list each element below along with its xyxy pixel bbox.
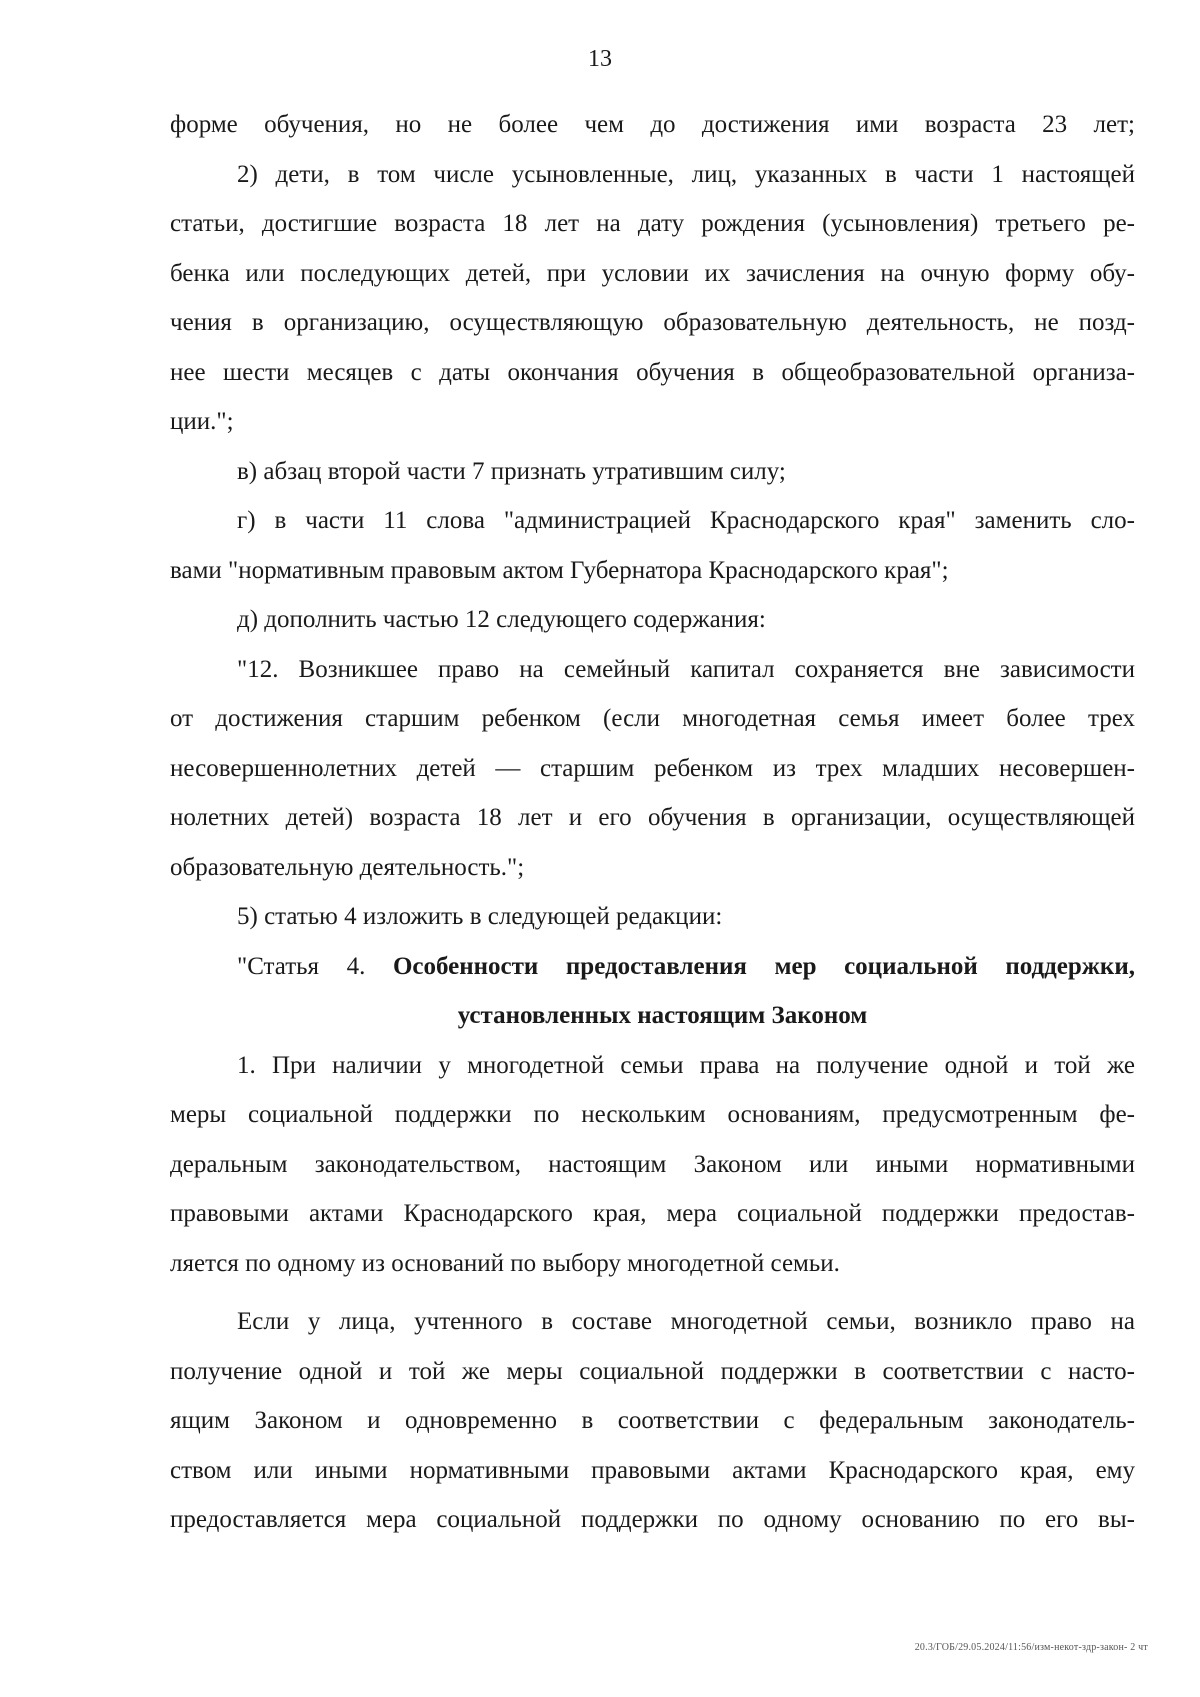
- text-line: 1. При наличии у многодетной семьи права на получение одной и той же: [237, 1051, 1135, 1079]
- text-line: статьи, достигшие возраста 18 лет на дату рождения (усыновления) третьего ре-: [170, 210, 1135, 237]
- footer-document-code: 20.3/ГОБ/29.05.2024/11:56/изм-некот-здр-закон- 2 чт: [914, 1642, 1148, 1653]
- text-line: нолетних детей) возраста 18 лет и его обучения в организации, осуществляющей: [170, 804, 1135, 831]
- text-line: ящим Законом и одновременно в соответствии с федеральным законодатель-: [170, 1407, 1135, 1434]
- article-title-line-2: установленных настоящим Законом: [457, 1002, 868, 1029]
- text-line: несовершеннолетних детей — старшим ребенком из трех младших несовершен-: [170, 754, 1135, 782]
- article-number: "Статья 4.: [237, 952, 393, 980]
- text-line: от достижения старшим ребенком (если многодетная семья имеет более трех: [170, 705, 1135, 732]
- text-line: ции.";: [170, 408, 234, 435]
- document-body: [170, 100, 1135, 1545]
- text-line: меры социальной поддержки по нескольким основаниям, предусмотренным фе-: [170, 1101, 1135, 1128]
- text-line: ляется по одному из оснований по выбору многодетной семьи.: [170, 1249, 840, 1277]
- text-line: ством или иными нормативными правовыми актами Краснодарского края, ему: [170, 1456, 1135, 1484]
- text-line: правовыми актами Краснодарского края, мера социальной поддержки предостав-: [170, 1200, 1135, 1227]
- text-line: в) абзац второй части 7 признать утратившим силу;: [237, 457, 786, 485]
- text-line: 5) статью 4 изложить в следующей редакции:: [237, 903, 723, 930]
- text-line: г) в части 11 слова "администрацией Краснодарского края" заменить сло-: [237, 507, 1135, 534]
- article-heading: [170, 942, 1135, 992]
- text-line: бенка или последующих детей, при условии их зачисления на очную форму обу-: [170, 259, 1135, 287]
- text-line: образовательную деятельность.";: [170, 853, 525, 881]
- text-line: нее шести месяцев с даты окончания обучения в общеобразовательной организа-: [170, 358, 1135, 386]
- text-line: вами "нормативным правовым актом Губернатора Краснодарского края";: [170, 556, 949, 584]
- text-line: форме обучения, но не более чем до достижения ими возраста 23 лет;: [170, 111, 1135, 138]
- text-line: чения в организацию, осуществляющую образовательную деятельность, не позд-: [170, 309, 1135, 336]
- text-line: получение одной и той же меры социальной поддержки в соответствии с насто-: [170, 1357, 1135, 1385]
- text-line: д) дополнить частью 12 следующего содержания:: [237, 606, 766, 633]
- text-line: "12. Возникшее право на семейный капитал сохраняется вне зависимости: [237, 655, 1135, 683]
- text-line: деральным законодательством, настоящим Законом или иными нормативными: [170, 1150, 1135, 1178]
- text-line: предоставляется мера социальной поддержки по одному основанию по его вы-: [170, 1506, 1135, 1533]
- article-title-line-1: Особенности предоставления мер социальной поддержки,: [392, 952, 1135, 980]
- text-line: Если у лица, учтенного в составе многодетной семьи, возникло право на: [237, 1308, 1135, 1335]
- text-line: 2) дети, в том числе усыновленные, лиц, указанных в части 1 настоящей: [237, 160, 1135, 188]
- page-number: 13: [588, 46, 612, 72]
